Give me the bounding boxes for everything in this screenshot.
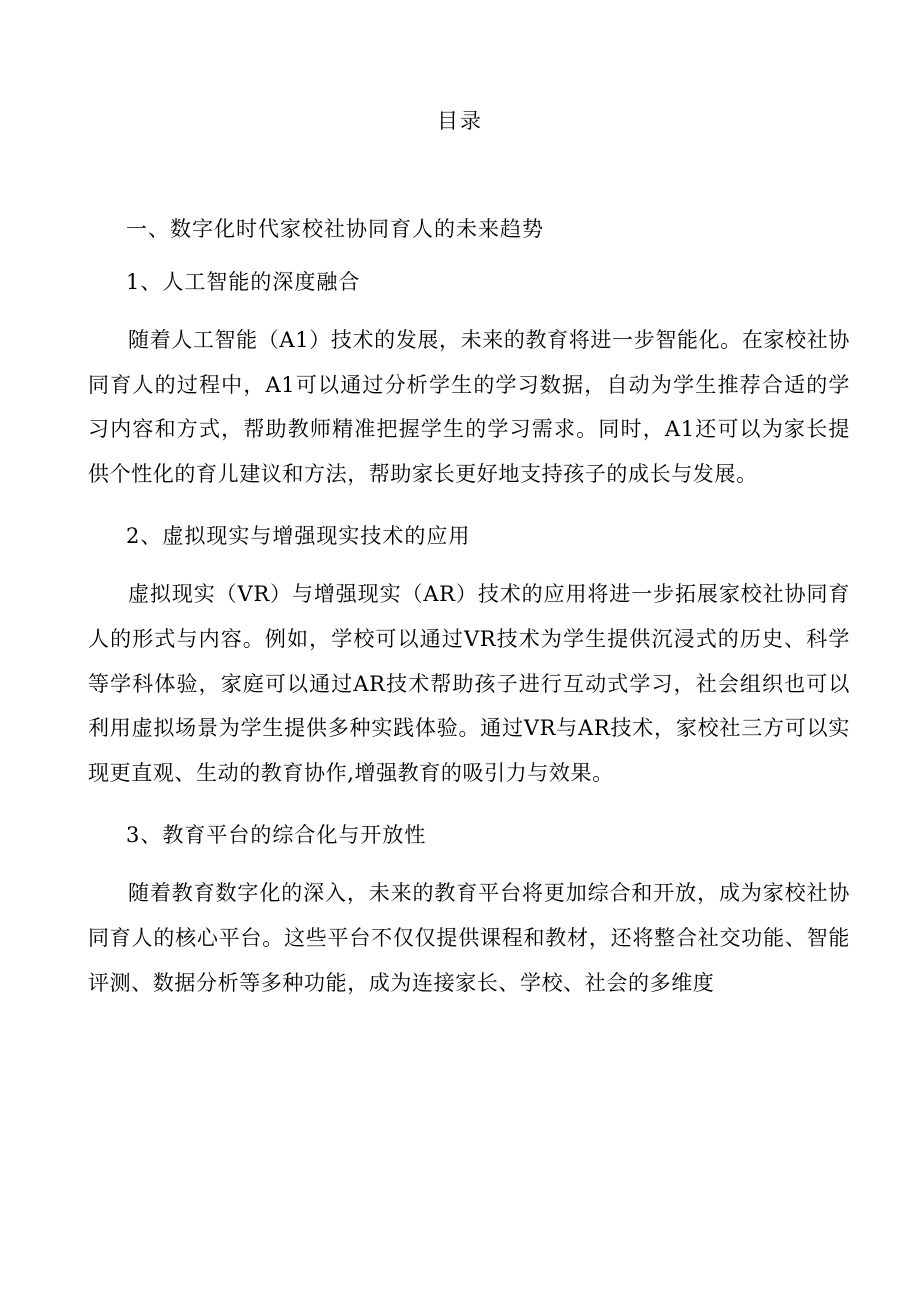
subsection-heading-vr-ar: 2、虚拟现实与增强现实技术的应用 xyxy=(126,524,471,549)
paragraph-vr-ar: 虚拟现实（VR）与增强现实（AR）技术的应用将进一步拓展家校社协同育人的形式与内容。例如，学校可以通过VR技术为学生提供沉浸式的历史、科学等学科体验，家庭可以通过AR技术帮助孩子进行互动式学习，社会组织也可以利用虚拟场景为学生提供多种实践体验。通过VR与AR技术，家校社三方可以实现更直观、生动的教育协作,增强教育的吸引力与效果。 xyxy=(88,582,850,785)
subsection-heading-ai: 1、人工智能的深度融合 xyxy=(126,270,361,294)
paragraph-ai: 随着人工智能（A1）技术的发展，未来的教育将进一步智能化。在家校社协同育人的过程中，A1可以通过分析学生的学习数据，自动为学生推荐合适的学习内容和方式，帮助教师精准把握学生的学习需求。同时，A1还可以为家长提供个性化的育儿建议和方法，帮助家长更好地支持孩子的成长与发展。 xyxy=(88,328,850,486)
paragraph-platform: 随着教育数字化的深入，未来的教育平台将更加综合和开放，成为家校社协同育人的核心平台。这些平台不仅仅提供课程和教材，还将整合社交功能、智能评测、数据分析等多种功能，成为连接家长、学校、社会的多维度 xyxy=(88,881,850,995)
section-heading: 一、数字化时代家校社协同育人的未来趋势 xyxy=(126,217,544,241)
page-title: 目录 xyxy=(437,109,483,133)
document-body xyxy=(88,212,850,1028)
subsection-heading-platform: 3、教育平台的综合化与开放性 xyxy=(126,823,427,848)
